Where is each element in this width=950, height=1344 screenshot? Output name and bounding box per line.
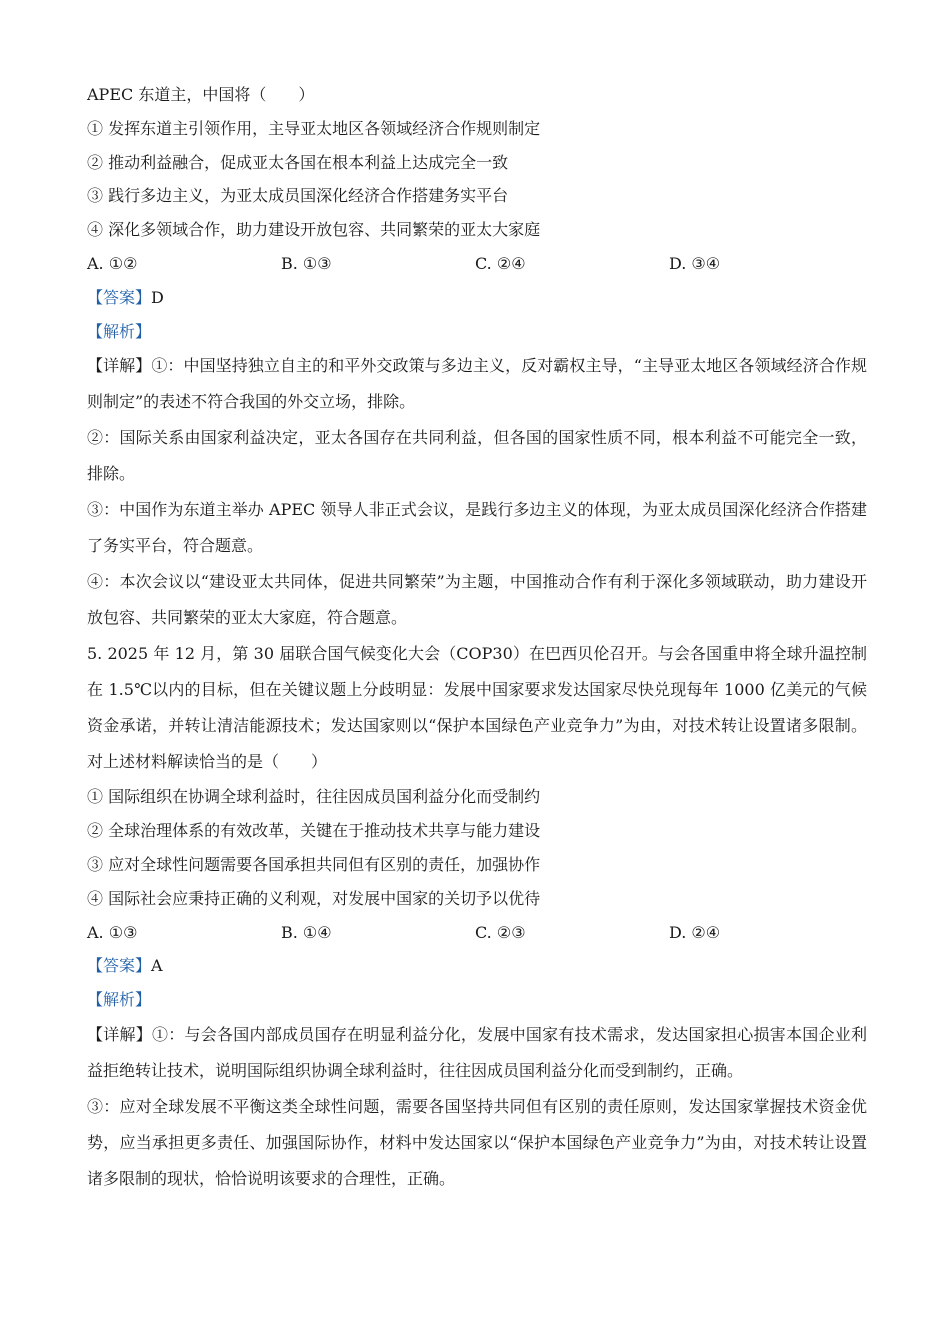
- q4-item-1: ① 发挥东道主引领作用，主导亚太地区各领域经济合作规则制定: [87, 118, 541, 138]
- q5-item-3: ③ 应对全球性问题需要各国承担共同但有区别的责任，加强协作: [87, 854, 541, 874]
- answer-value: A: [151, 956, 163, 976]
- q5-analysis-tag: 【解析】: [87, 990, 152, 1010]
- q5-stem: 5. 2025 年 12 月，第 30 届联合国气候变化大会（COP30）在巴西贝伦召开。与会各国重申将全球升温控制在 1.5℃以内的目标，但在关键议题上分歧明显：发展中国家要求发达国家尽快兑现每年 1000 亿美元的气候资金承诺，并转让清洁能源技术；发达国家则以“保护本国绿色产业竞争力”为由，对技术转让设置诸多限制。对上述材料解读恰当的是（ ）: [87, 644, 867, 772]
- q5-item-4: ④ 国际社会应秉持正确的义利观，对发展中国家的关切予以优待: [87, 888, 541, 908]
- q5-item-1: ① 国际组织在协调全球利益时，往往因成员国利益分化而受制约: [87, 787, 541, 807]
- q4-option-d: D. ③④: [669, 253, 721, 273]
- q4-option-a: A. ①②: [87, 253, 138, 273]
- q5-option-d: D. ②④: [669, 922, 721, 942]
- detail-tag: 【详解】: [87, 1024, 153, 1044]
- q5-detail-1: [87, 1017, 867, 1089]
- q4-item-3: ③ 践行多边主义，为亚太成员国深化经济合作搭建务实平台: [87, 186, 509, 206]
- q5-options: [87, 916, 867, 950]
- answer-value: D: [151, 287, 164, 307]
- answer-tag: 【答案】: [87, 956, 152, 976]
- q4-detail-3: ③：中国作为东道主举办 APEC 领导人非正式会议，是践行多边主义的体现，为亚太成员国深化经济合作搭建了务实平台，符合题意。: [87, 500, 867, 556]
- answer-tag: 【答案】: [87, 287, 152, 307]
- q4-detail-1: [87, 348, 867, 420]
- q4-detail-2: ②：国际关系由国家利益决定，亚太各国存在共同利益，但各国的国家性质不同，根本利益不可能完全一致，排除。: [87, 428, 867, 484]
- q5-item-2: ② 全球治理体系的有效改革，关键在于推动技术共享与能力建设: [87, 821, 541, 841]
- q4-item-2: ② 推动利益融合，促成亚太各国在根本利益上达成完全一致: [87, 152, 509, 172]
- q4-answer: [87, 281, 867, 315]
- q4-analysis-tag: 【解析】: [87, 321, 152, 341]
- q4-stem-tail: APEC 东道主，中国将（ ）: [87, 85, 315, 104]
- q5-option-c: C. ②③: [475, 922, 526, 942]
- q4-detail-4: ④：本次会议以“建设亚太共同体，促进共同繁荣”为主题，中国推动合作有利于深化多领域联动，助力建设开放包容、共同繁荣的亚太大家庭，符合题意。: [87, 572, 867, 628]
- q4-option-b: B. ①③: [281, 253, 332, 273]
- q4-options: [87, 247, 867, 281]
- q4-item-4: ④ 深化多领域合作，助力建设开放包容、共同繁荣的亚太大家庭: [87, 220, 541, 240]
- detail-text: ①：中国坚持独立自主的和平外交政策与多边主义，反对霸权主导，“主导亚太地区各领域经济合作规则制定”的表述不符合我国的外交立场，排除。: [87, 356, 867, 412]
- document-page: [87, 78, 867, 1197]
- detail-tag: 【详解】: [87, 356, 152, 376]
- q5-option-b: B. ①④: [281, 922, 332, 942]
- q5-detail-2: ③：应对全球发展不平衡这类全球性问题，需要各国坚持共同但有区别的责任原则，发达国家掌握技术资金优势，应当承担更多责任、加强国际协作，材料中发达国家以“保护本国绿色产业竞争力”为由，对技术转让设置诸多限制的现状，恰恰说明该要求的合理性，正确。: [87, 1096, 867, 1188]
- q5-answer: [87, 949, 867, 983]
- q5-option-a: A. ①③: [87, 922, 138, 942]
- detail-text: ①：与会各国内部成员国存在明显利益分化，发展中国家有技术需求，发达国家担心损害本国企业利益拒绝转让技术，说明国际组织协调全球利益时，往往因成员国利益分化而受到制约，正确。: [87, 1024, 867, 1080]
- q4-option-c: C. ②④: [475, 253, 526, 273]
